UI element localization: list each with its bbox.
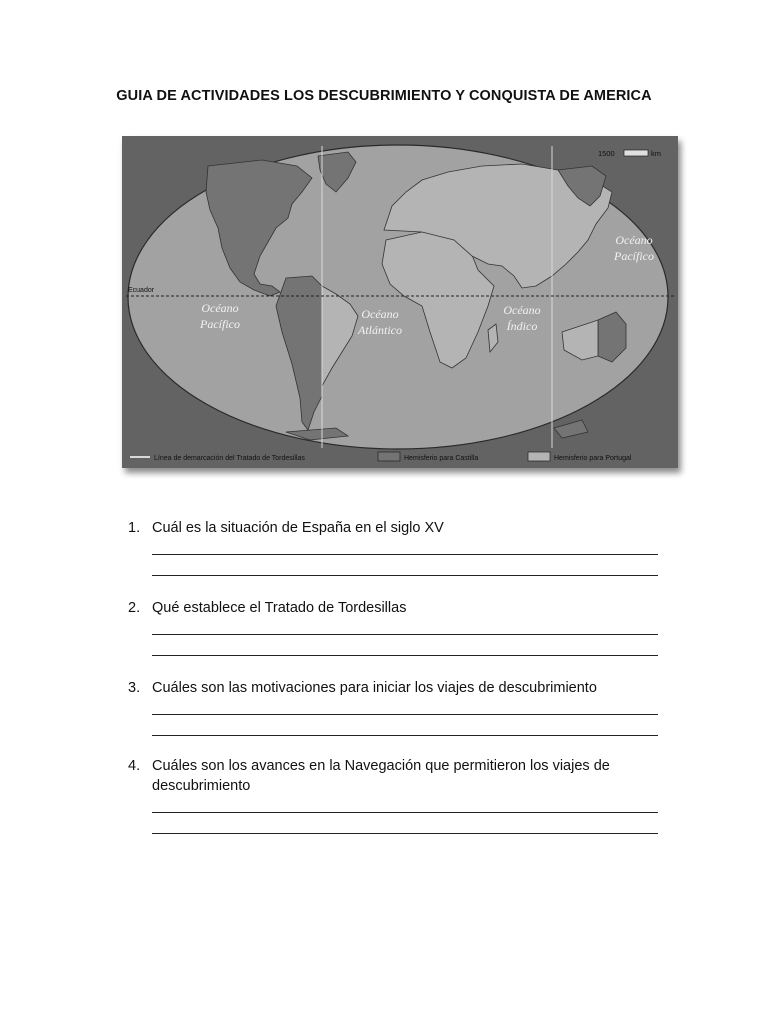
answer-line[interactable] bbox=[152, 635, 658, 656]
scale-value: 1500 bbox=[598, 149, 615, 158]
legend-castilla-label: Hemisferio para Castilla bbox=[404, 455, 479, 462]
legend-castilla-swatch bbox=[378, 452, 400, 461]
ocean-label-pacific-west-1: Océano bbox=[201, 301, 239, 315]
ocean-label-indian-1: Océano bbox=[503, 303, 541, 317]
legend-portugal-label: Hemisferio para Portugal bbox=[554, 455, 632, 462]
ocean-label-pacific-west-2: Pacífico bbox=[200, 317, 240, 331]
scale-unit: km bbox=[651, 149, 661, 158]
ocean-label-atlantic-2: Atlántico bbox=[358, 323, 402, 337]
question-2 bbox=[128, 598, 658, 656]
question-number: 2. bbox=[128, 600, 141, 616]
question-text: Cuáles son las motivaciones para iniciar los viajes de descubrimiento bbox=[152, 680, 597, 696]
ocean-label-indian-2: Índico bbox=[506, 319, 538, 333]
ocean-label-atlantic-1: Océano bbox=[361, 307, 399, 321]
answer-line[interactable] bbox=[152, 618, 658, 635]
question-text: Cuáles son los avances en la Navegación que permitieron los viajes de descubrimiento bbox=[152, 758, 610, 794]
question-number: 3. bbox=[128, 680, 141, 696]
question-text: Cuál es la situación de España en el siglo XV bbox=[152, 520, 444, 536]
question-number: 1. bbox=[128, 520, 141, 536]
ocean-label-pacific-east-2: Pacífico bbox=[614, 249, 654, 263]
ocean-label-pacific-east-1: Océano bbox=[615, 233, 653, 247]
question-number: 4. bbox=[128, 758, 141, 774]
worksheet-title: GUIA DE ACTIVIDADES LOS DESCUBRIMIENTO Y CONQUISTA DE AMERICA bbox=[116, 88, 652, 104]
answer-line[interactable] bbox=[152, 555, 658, 576]
scale-bar bbox=[624, 150, 648, 156]
equator-label: Ecuador bbox=[128, 287, 155, 294]
answer-line[interactable] bbox=[152, 813, 658, 834]
answer-line[interactable] bbox=[152, 796, 658, 813]
answer-line[interactable] bbox=[152, 715, 658, 736]
question-text: Qué establece el Tratado de Tordesillas bbox=[152, 600, 407, 616]
question-1 bbox=[128, 518, 658, 576]
answer-line[interactable] bbox=[152, 538, 658, 555]
legend-portugal-swatch bbox=[528, 452, 550, 461]
question-3 bbox=[128, 678, 658, 736]
question-4 bbox=[128, 756, 658, 834]
world-map-figure bbox=[122, 136, 678, 468]
answer-line[interactable] bbox=[152, 698, 658, 715]
legend-line-label: Línea de demarcación del Tratado de Tordesillas bbox=[154, 455, 305, 462]
world-map bbox=[122, 136, 678, 468]
